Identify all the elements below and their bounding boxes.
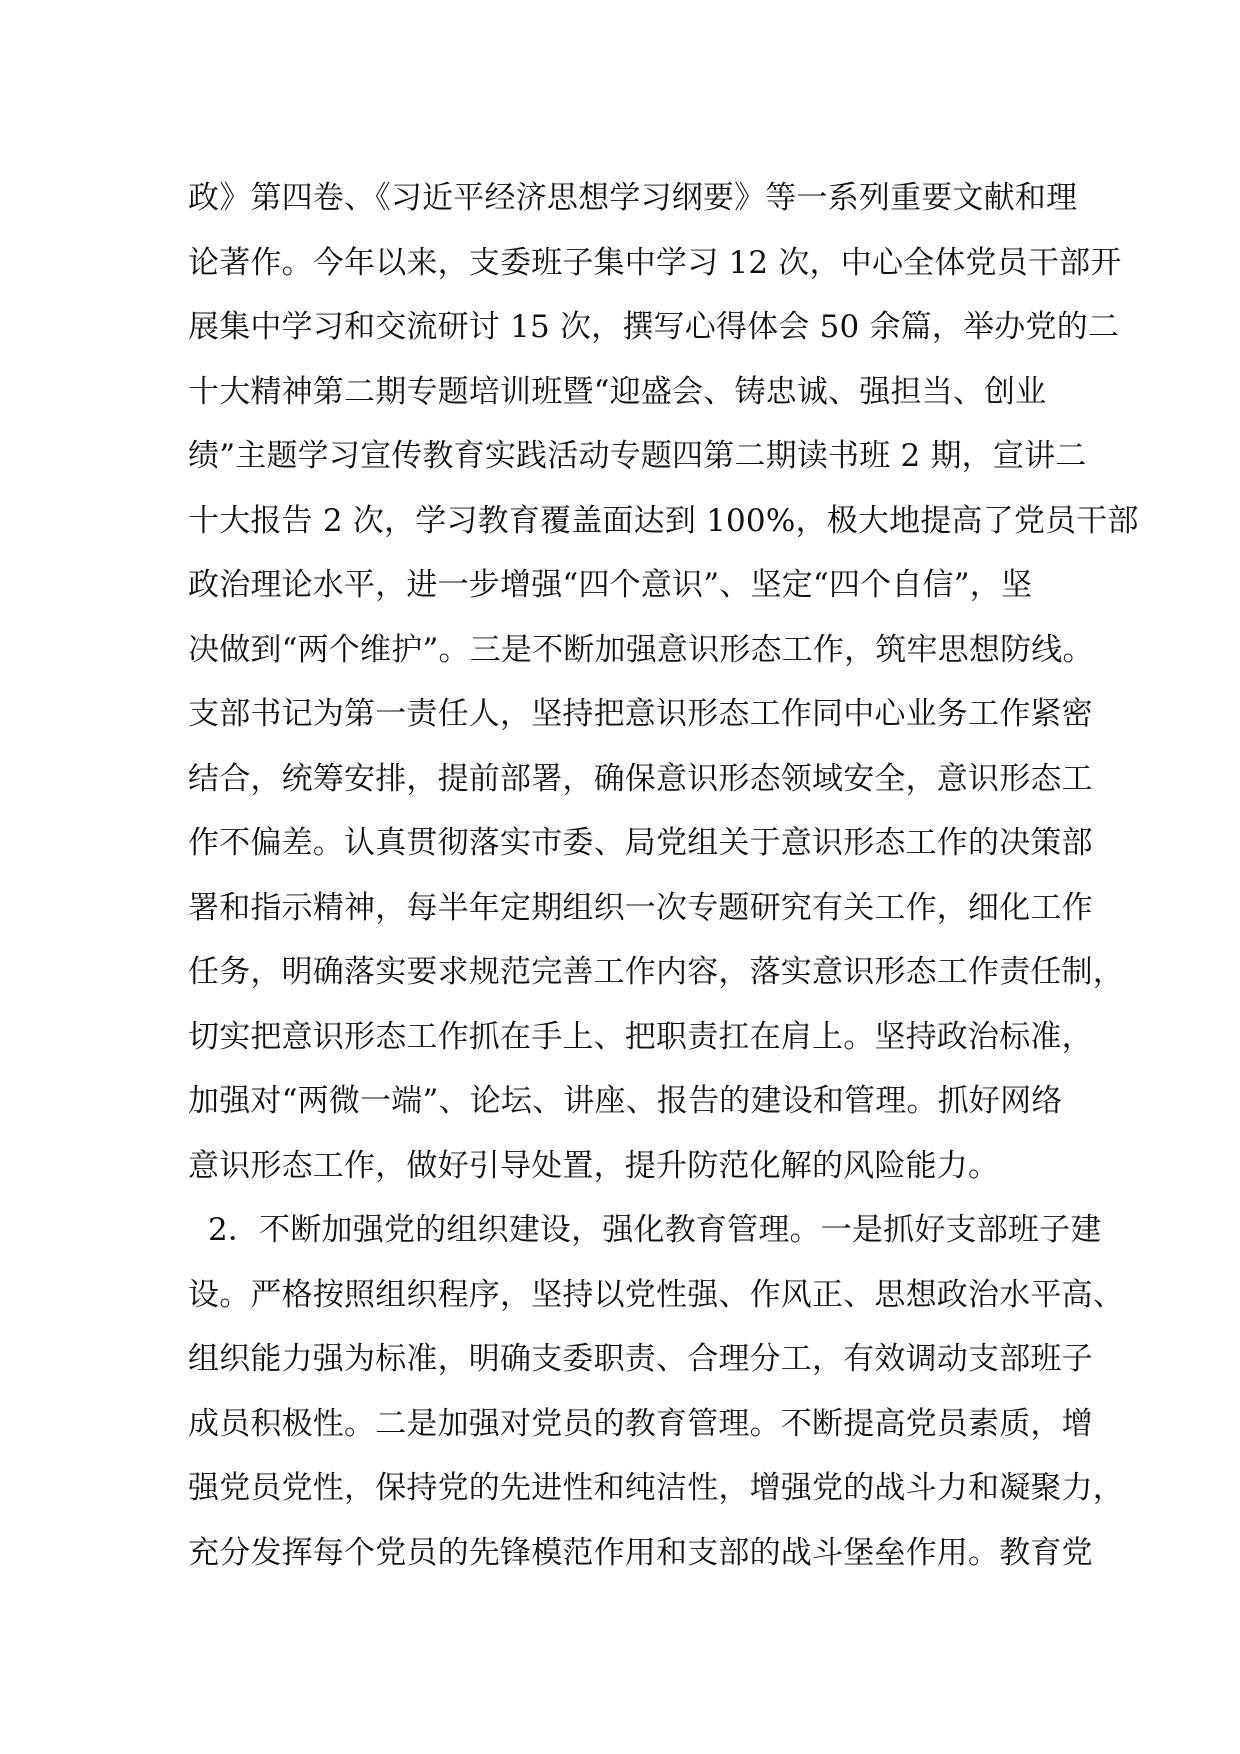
text-line: 充分发挥每个党员的先锋模范作用和支部的战斗堡垒作用。教育党 (188, 1534, 1093, 1571)
text-line: 决做到“两个维护”。三是不断加强意识形态工作，筑牢思想防线。 (188, 631, 1094, 668)
text-line: 十大精神第二期专题培训班暨“迎盛会、铸忠诚、强担当、创业 (188, 373, 1047, 410)
text-line: 政》第四卷、《习近平经济思想学习纲要》等一系列重要文献和理 (188, 180, 1078, 216)
text-line: 十大报告 2 次，学习教育覆盖面达到 100%，极大地提高了党员干部 (188, 502, 1139, 539)
text-line: 成员积极性。二是加强对党员的教育管理。不断提高党员素质，增 (188, 1405, 1093, 1442)
text-line: 署和指示精神，每半年定期组织一次专题研究有关工作，细化工作 (188, 889, 1093, 926)
text-line: 作不偏差。认真贯彻落实市委、局党组关于意识形态工作的决策部 (188, 825, 1093, 861)
text-line: 论著作。今年以来，支委班子集中学习 12 次，中心全体党员干部开 (188, 244, 1122, 281)
text-line: 强党员党性，保持党的先进性和纯洁性，增强党的战斗力和凝聚力， (188, 1470, 1124, 1506)
text-line: 绩”主题学习宣传教育实践活动专题四第二期读书班 2 期，宣讲二 (188, 438, 1087, 474)
text-line: 组织能力强为标准，明确支委职责、合理分工，有效调动支部班子 (188, 1341, 1093, 1377)
text-line: 加强对“两微一端”、论坛、讲座、报告的建设和管理。抓好网络 (188, 1083, 1063, 1119)
body-text (188, 166, 1139, 1585)
section-heading-line: 2．不断加强党的组织建设，强化教育管理。一是抓好支部班子建 (208, 1212, 1102, 1248)
text-line: 意识形态工作，做好引导处置，提升防范化解的风险能力。 (188, 1147, 1000, 1184)
text-line: 支部书记为第一责任人，坚持把意识形态工作同中心业务工作紧密 (188, 696, 1093, 732)
text-line: 设。严格按照组织程序，坚持以党性强、作风正、思想政治水平高、 (188, 1276, 1124, 1313)
text-line: 任务，明确落实要求规范完善工作内容，落实意识形态工作责任制， (188, 954, 1124, 990)
text-line: 切实把意识形态工作抓在手上、把职责扛在肩上。坚持政治标准， (188, 1018, 1093, 1055)
text-line: 结合，统筹安排，提前部署，确保意识形态领域安全，意识形态工 (188, 760, 1093, 797)
text-line: 展集中学习和交流研讨 15 次，撰写心得体会 50 余篇，举办党的二 (188, 309, 1120, 345)
text-line: 政治理论水平，进一步增强“四个意识”、坚定“四个自信”，坚 (188, 567, 1033, 603)
